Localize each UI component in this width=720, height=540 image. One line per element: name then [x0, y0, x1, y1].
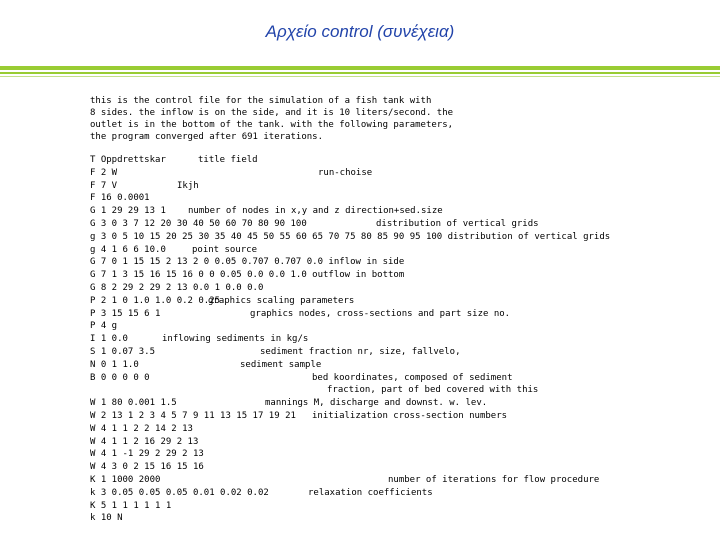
control-line	[90, 245, 590, 258]
control-code: I 1 0.0	[90, 334, 128, 345]
control-comment: graphics nodes, cross-sections and part size no.	[250, 308, 511, 319]
control-code: W 4 3 0 2 15 16 15 16	[90, 462, 204, 473]
control-code: k 10 N	[90, 513, 123, 524]
control-line	[90, 373, 590, 386]
control-code: P 4 g	[90, 321, 118, 332]
control-code: T Oppdrettskar	[90, 155, 166, 165]
control-code: G 3 0 3 7 12 20 30 40 50 60 70 80 90 100	[90, 218, 307, 229]
control-line	[90, 347, 590, 360]
control-line	[90, 257, 590, 270]
control-line	[90, 321, 590, 334]
control-line	[90, 181, 590, 194]
divider-line	[0, 72, 720, 74]
control-code: G 1 29 29 13 1	[90, 206, 166, 217]
control-code: S 1 0.07 3.5	[90, 346, 156, 357]
intro-line: the program converged after 691 iterations.	[90, 132, 323, 142]
control-line	[90, 488, 590, 501]
control-comment: graphics scaling parameters	[208, 295, 355, 306]
control-code: P 3 15 15 6 1	[90, 308, 161, 319]
control-comment: distribution of vertical grids	[376, 218, 539, 229]
control-code: g 4 1 6 6 10.0	[90, 244, 166, 255]
control-line	[90, 437, 590, 450]
control-line	[90, 283, 590, 296]
control-comment: title field	[198, 155, 258, 165]
control-code: F 7 V	[90, 180, 118, 191]
control-code: W 4 1 1 2 2 14 2 13	[90, 423, 193, 434]
control-comment: Ikjh	[177, 180, 199, 191]
control-line	[90, 360, 590, 373]
intro-line: this is the control file for the simulation of a fish tank with	[90, 96, 432, 106]
control-code: F 16 0.0001	[90, 193, 150, 204]
control-line	[90, 398, 590, 411]
control-code: B 0 0 0 0 0	[90, 372, 150, 383]
control-comment: initialization cross-section numbers	[312, 410, 508, 421]
control-line	[90, 501, 590, 514]
control-line	[90, 270, 590, 283]
intro-line: 8 sides. the inflow is on the side, and it is 10 liters/second. the	[90, 108, 454, 118]
divider-line	[0, 76, 720, 77]
control-code: W 4 1 -1 29 2 29 2 13	[90, 449, 204, 460]
control-line	[90, 193, 590, 206]
control-code: K 1 1000 2000	[90, 474, 161, 485]
control-line	[90, 385, 590, 398]
control-comment: sediment sample	[240, 359, 322, 370]
control-code: W 2 13 1 2 3 4 5 7 9 11 13 15 17 19 21	[90, 410, 296, 421]
control-line	[90, 309, 590, 322]
control-code: G 8 2 29 2 29 2 13 0.0 1 0.0 0.0	[90, 282, 264, 293]
control-line	[90, 155, 590, 168]
control-code: N 0 1 1.0	[90, 359, 139, 370]
control-code: g 3 0 5 10 15 20 25 30 35 40 45 50 55 60 65 70 75 80 85 90 95 100 distribution of vertical grids	[90, 231, 611, 242]
control-code: W 4 1 1 2 16 29 2 13	[90, 436, 199, 447]
control-line	[90, 334, 590, 347]
control-code: P 2 1 0 1.0 1.0 0.2 0.25	[90, 295, 221, 306]
control-line	[90, 449, 590, 462]
control-line	[90, 296, 590, 309]
intro-line: outlet is in the bottom of the tank. with the following parameters,	[90, 120, 454, 130]
control-line	[90, 206, 590, 219]
control-code: G 7 0 1 15 15 2 13 2 0 0.05 0.707 0.707 0.0 inflow in side	[90, 257, 405, 268]
control-comment: point source	[192, 244, 258, 255]
control-comment: number of iterations for flow procedure	[388, 474, 600, 485]
control-comment: mannings M, discharge and downst. w. lev.	[265, 398, 488, 409]
control-code: G 7 1 3 15 16 15 16 0 0 0.05 0.0 0.0 1.0 outflow in bottom	[90, 270, 405, 281]
control-file-listing	[90, 155, 611, 526]
control-code: K 5 1 1 1 1 1 1	[90, 500, 172, 511]
control-code: W 1 80 0.001 1.5	[90, 398, 177, 409]
control-comment: relaxation coefficients	[308, 487, 433, 498]
control-comment: number of nodes in x,y and z direction+sed.size	[188, 206, 443, 217]
control-comment: run-choise	[318, 167, 373, 178]
control-line	[90, 219, 590, 232]
control-line	[90, 424, 590, 437]
control-line	[90, 168, 590, 181]
intro-text	[90, 95, 454, 143]
control-comment: inflowing sediments in kg/s	[162, 334, 309, 345]
control-line	[90, 462, 590, 475]
control-line	[90, 513, 590, 526]
control-line	[90, 411, 590, 424]
control-line	[90, 474, 600, 488]
control-line	[90, 231, 611, 245]
control-comment: bed koordinates, composed of sediment	[312, 372, 513, 383]
slide-title: Αρχείο control (συνέχεια)	[265, 22, 455, 41]
control-comment: fraction, part of bed covered with this	[327, 385, 539, 396]
control-code: k 3 0.05 0.05 0.05 0.01 0.02 0.02	[90, 487, 269, 498]
control-comment: sediment fraction nr, size, fallvelo,	[260, 346, 461, 357]
control-code: F 2 W	[90, 167, 118, 178]
divider-line	[0, 66, 720, 70]
